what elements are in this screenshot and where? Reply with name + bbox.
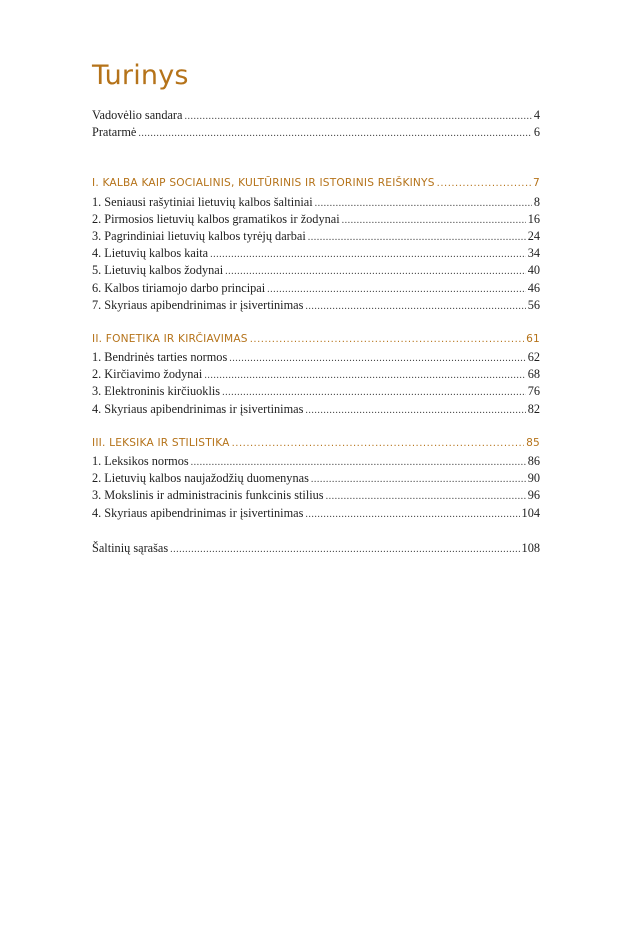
toc-entry-vadovelio-sandara[interactable] xyxy=(92,108,540,125)
dot-leader xyxy=(437,178,531,189)
dot-leader xyxy=(267,284,526,295)
toc-entry-label: 2. Kirčiavimo žodynai xyxy=(92,367,203,382)
toc-entry[interactable] xyxy=(92,263,540,280)
toc-entry-label: 3. Elektroninis kirčiuoklis xyxy=(92,384,221,399)
toc-chapter-2[interactable] xyxy=(92,333,540,350)
dot-leader xyxy=(311,474,526,485)
dot-leader xyxy=(210,249,526,260)
toc-entry-label: Vadovėlio sandara xyxy=(92,108,183,122)
chapter-page: 7 xyxy=(533,177,540,190)
dot-leader xyxy=(229,353,525,364)
toc-chapter-1[interactable] xyxy=(92,177,540,194)
toc-entry-page: 62 xyxy=(527,350,540,365)
toc-entry-label: 1. Leksikos normos xyxy=(92,454,189,468)
dot-leader xyxy=(191,457,526,468)
toc-entry-page: 24 xyxy=(527,228,540,243)
dot-leader xyxy=(305,509,519,520)
toc-entry-label: 5. Lietuvių kalbos žodynai xyxy=(92,263,224,278)
toc-entry-page: 82 xyxy=(527,401,540,416)
dot-leader xyxy=(225,266,526,277)
toc-entry[interactable] xyxy=(92,454,540,471)
dot-leader xyxy=(326,491,526,502)
chapter-page: 85 xyxy=(526,436,540,449)
toc-entry-page: 46 xyxy=(527,280,540,295)
dot-leader xyxy=(250,334,524,345)
toc-entry[interactable] xyxy=(92,350,540,367)
toc-entry[interactable] xyxy=(92,488,540,505)
toc-entry-page: 6 xyxy=(533,125,540,140)
dot-leader xyxy=(308,232,526,243)
toc-entry-label: 4. Lietuvių kalbos kaita xyxy=(92,246,209,261)
dot-leader xyxy=(138,128,531,139)
toc-entry[interactable] xyxy=(92,246,540,263)
toc-entry-page: 108 xyxy=(521,540,540,555)
toc-entry-label: Šaltinių sąrašas xyxy=(92,540,169,555)
toc-entry-label: 2. Lietuvių kalbos naujažodžių duomenynas xyxy=(92,471,309,486)
toc-chapter-3[interactable] xyxy=(92,437,540,454)
toc-entry[interactable] xyxy=(92,367,540,384)
toc-entry-saltiniu-sarasas[interactable] xyxy=(92,541,540,558)
toc-entry[interactable] xyxy=(92,212,540,229)
chapter-heading: II. FONETIKA IR KIRČIAVIMAS xyxy=(92,332,248,345)
toc-entry[interactable] xyxy=(92,298,540,315)
table-of-contents xyxy=(92,58,540,558)
spacer xyxy=(92,142,540,177)
toc-entry-pratarme[interactable] xyxy=(92,125,540,142)
toc-entry-label: 1. Bendrinės tarties normos xyxy=(92,350,228,365)
dot-leader xyxy=(222,387,526,398)
toc-entry-label: 1. Seniausi rašytiniai lietuvių kalbos šaltiniai xyxy=(92,194,313,209)
toc-entry-page: 86 xyxy=(527,454,540,468)
toc-entry-label: 4. Skyriaus apibendrinimas ir įsivertinimas xyxy=(92,401,304,416)
toc-entry-page: 16 xyxy=(527,211,540,226)
toc-entry[interactable] xyxy=(92,195,540,212)
toc-entry-page: 96 xyxy=(527,488,540,503)
toc-entry-label: 4. Skyriaus apibendrinimas ir įsivertinimas xyxy=(92,505,304,520)
dot-leader xyxy=(232,438,525,449)
toc-entry[interactable] xyxy=(92,384,540,401)
chapter-page: 61 xyxy=(526,332,540,345)
toc-entry-page: 76 xyxy=(527,384,540,399)
toc-entry[interactable] xyxy=(92,402,540,419)
toc-entry-label: 2. Pirmosios lietuvių kalbos gramatikos ir žodynai xyxy=(92,211,340,226)
toc-entry-page: 104 xyxy=(521,505,540,520)
toc-entry[interactable] xyxy=(92,281,540,298)
dot-leader xyxy=(315,198,532,209)
toc-entry-page: 68 xyxy=(527,367,540,382)
toc-entry[interactable] xyxy=(92,506,540,523)
toc-entry-page: 8 xyxy=(533,194,540,209)
dot-leader xyxy=(204,370,525,381)
toc-entry-label: 7. Skyriaus apibendrinimas ir įsivertinimas xyxy=(92,297,304,312)
toc-entry-label: Pratarmė xyxy=(92,125,137,140)
toc-entry-label: 6. Kalbos tiriamojo darbo principai xyxy=(92,280,266,295)
page-title: Turinys xyxy=(92,60,189,91)
toc-entry-label: 3. Mokslinis ir administracinis funkcinis stilius xyxy=(92,488,324,503)
spacer xyxy=(92,523,540,541)
spacer xyxy=(92,419,540,437)
toc-entry-page: 90 xyxy=(527,471,540,486)
chapter-heading: III. LEKSIKA IR STILISTIKA xyxy=(92,436,230,449)
dot-leader xyxy=(170,544,519,555)
toc-entry-page: 4 xyxy=(533,108,540,122)
dot-leader xyxy=(185,111,532,122)
spacer xyxy=(92,315,540,333)
toc-entry[interactable] xyxy=(92,471,540,488)
dot-leader xyxy=(305,405,525,416)
dot-leader xyxy=(342,215,526,226)
toc-entry-page: 56 xyxy=(527,297,540,312)
chapter-heading: I. KALBA KAIP SOCIALINIS, KULTŪRINIS IR ISTORINIS REIŠKINYS xyxy=(92,177,435,190)
toc-entry[interactable] xyxy=(92,229,540,246)
toc-entry-page: 34 xyxy=(527,246,540,261)
dot-leader xyxy=(305,301,525,312)
toc-entry-page: 40 xyxy=(527,263,540,278)
toc-entry-label: 3. Pagrindiniai lietuvių kalbos tyrėjų darbai xyxy=(92,228,306,243)
